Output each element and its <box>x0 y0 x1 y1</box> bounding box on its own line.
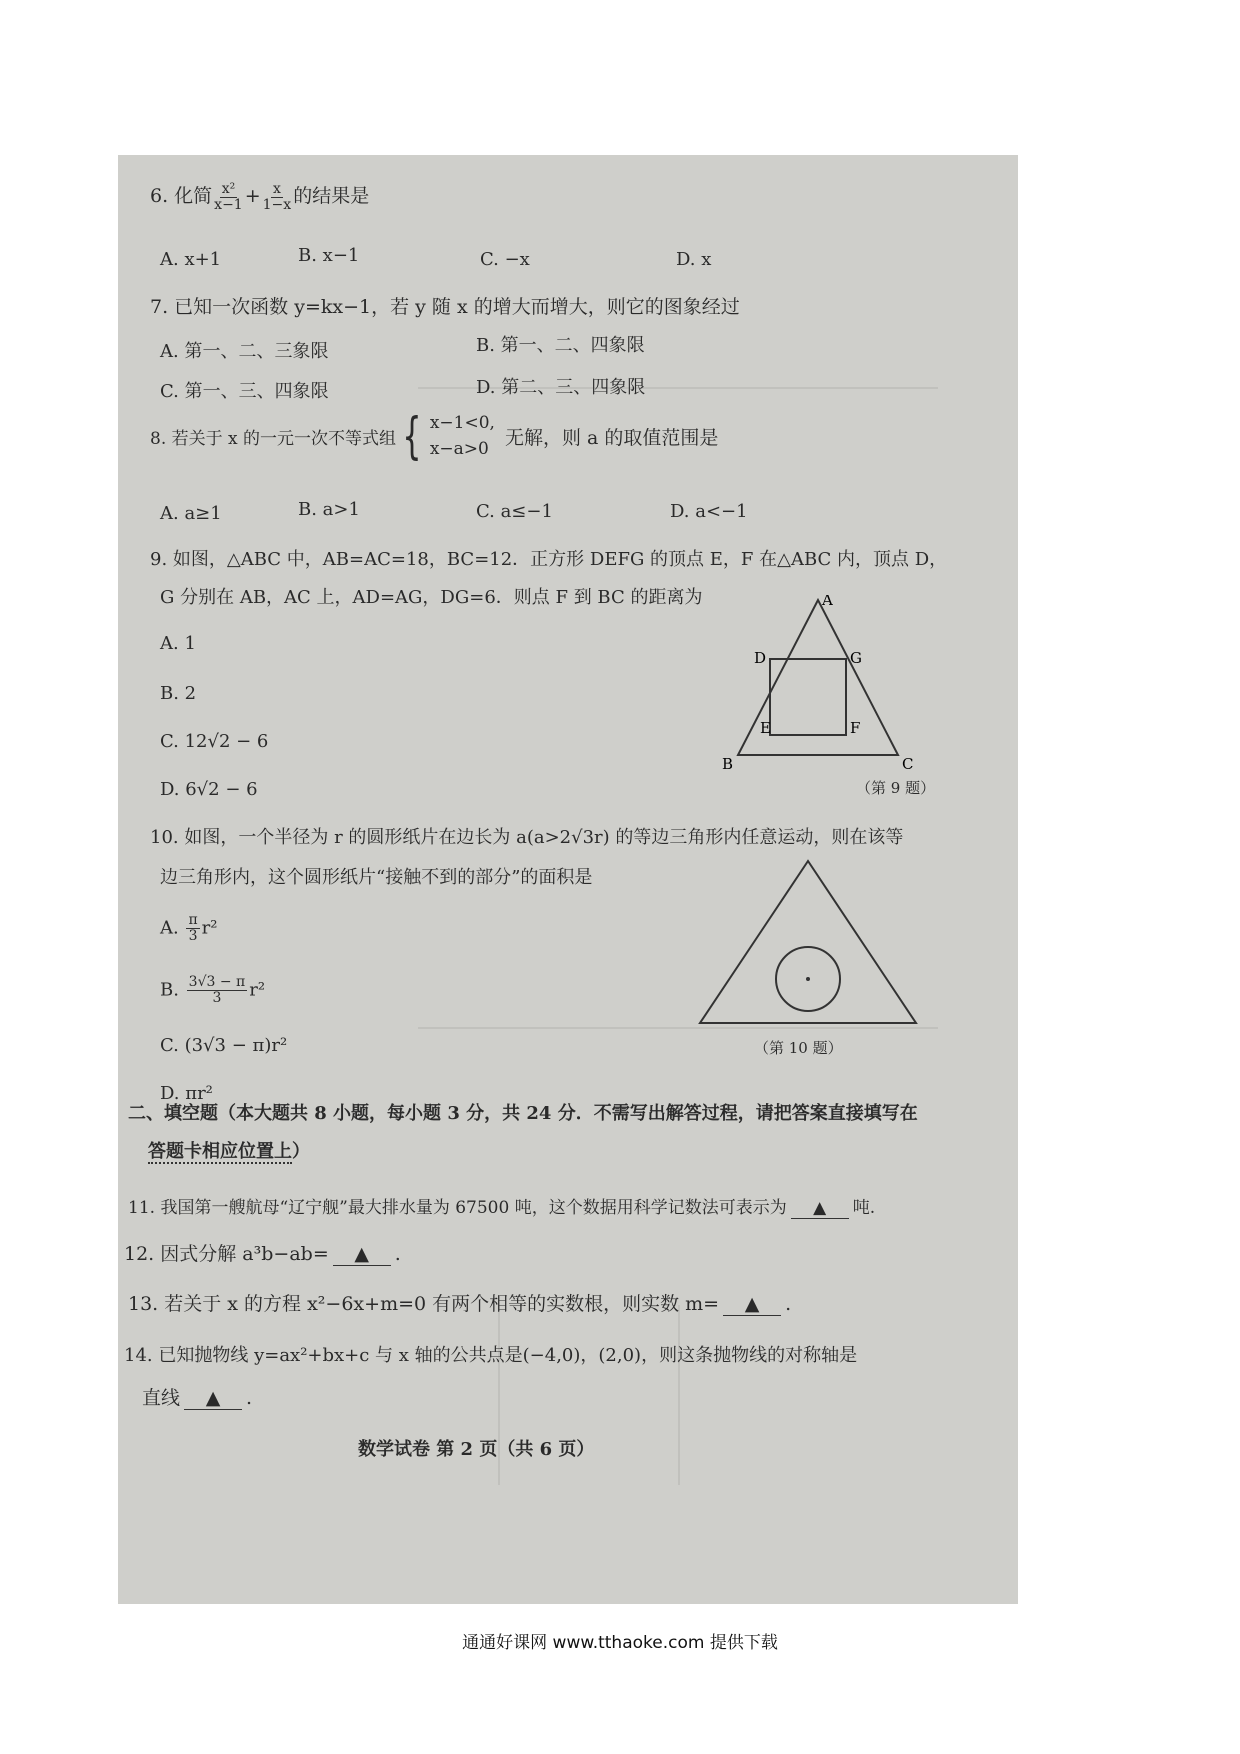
q9-option-c: C. 12√2 − 6 <box>160 731 269 752</box>
q10-caption: （第 10 题） <box>754 1039 843 1057</box>
q10-option-a: A. $\frac{\pi}{3}$ r² <box>160 912 218 944</box>
q10-equilateral-triangle <box>700 861 916 1023</box>
q8-option-c: C. a≤−1 <box>476 501 553 522</box>
q6-fraction-1: $\frac{\text{x²}}{x-1}$ <box>214 180 243 213</box>
q8-brace: { <box>402 407 422 465</box>
q10-stem-line-1: 10. 如图，一个半径为 r 的圆形纸片在边长为 a(a>2√3r) 的等边三角形内任意运动，则在该等 <box>150 827 904 848</box>
q8-option-d: D. a<−1 <box>670 501 748 522</box>
q8-inequality-system: x−1<0, x−a>0 <box>429 413 495 459</box>
q9-label-e: E <box>760 719 771 737</box>
q9-label-b: B <box>722 755 734 773</box>
q7-option-c: C. 第一、三、四象限 <box>160 381 329 402</box>
q9-label-a: A <box>822 595 833 609</box>
q7-option-b: B. 第一、二、四象限 <box>476 335 645 356</box>
q9-stem-line-1: 9. 如图，△ABC 中，AB=AC=18，BC=12．正方形 DEFG 的顶点 E，F 在△ABC 内，顶点 D， <box>150 549 948 570</box>
q6-fraction-2: $\frac{x}{1-x}$ <box>262 180 292 213</box>
q9-label-f: F <box>850 719 861 737</box>
q10-option-b: B. $\frac{3√3 - \pi}{3}$ r² <box>160 974 266 1006</box>
q10-circle-center <box>806 977 810 981</box>
q9-option-a: A. 1 <box>160 633 196 654</box>
q11-answer-blank: ▲ <box>791 1198 849 1219</box>
q10-stem-line-2: 边三角形内，这个圆形纸片“接触不到的部分”的面积是 <box>160 867 593 888</box>
q13-answer-blank: ▲ <box>723 1293 781 1316</box>
q9-caption: （第 9 题） <box>856 779 936 797</box>
q12-stem: 12. 因式分解 a³b−ab= ▲ . <box>124 1243 401 1265</box>
q8-option-b: B. a>1 <box>298 499 360 520</box>
q9-label-c: C <box>902 755 914 773</box>
q9-label-d: D <box>754 649 767 667</box>
q9-label-g: G <box>850 649 862 667</box>
q7-option-d: D. 第二、三、四象限 <box>476 377 646 398</box>
q13-stem: 13. 若关于 x 的方程 x²−6x+m=0 有两个相等的实数根，则实数 m= ▲ . <box>128 1293 792 1315</box>
q14-stem-line-1: 14. 已知抛物线 y=ax²+bx+c 与 x 轴的公共点是(−4,0)，(2,0)，则这条抛物线的对称轴是 <box>124 1345 858 1366</box>
q8-option-a: A. a≥1 <box>160 503 222 524</box>
q6-stem: 6. 化简 $\frac{\text{x²}}{x-1}$ + $\frac{x}{1-x}$ 的结果是 <box>150 180 370 213</box>
q6-option-a: A. x+1 <box>160 249 222 270</box>
exam-page-photo <box>118 155 1018 1604</box>
q10-option-c: C. (3√3 − π)r² <box>160 1035 288 1056</box>
page-footer: 数学试卷 第 2 页（共 6 页） <box>358 1439 595 1460</box>
q10-option-d: D. πr² <box>160 1083 213 1104</box>
bleed-through-line <box>678 1305 680 1485</box>
q14-answer-blank: ▲ <box>184 1387 242 1410</box>
q10-figure-triangle-circle <box>688 855 928 1035</box>
q9-option-b: B. 2 <box>160 683 197 704</box>
site-footer: 通通好课网 www.tthaoke.com 提供下载 <box>462 1633 778 1653</box>
q7-stem: 7. 已知一次函数 y=kx−1，若 y 随 x 的增大而增大，则它的图象经过 <box>150 296 740 318</box>
q9-option-d: D. 6√2 − 6 <box>160 779 258 800</box>
q8-stem: 8. 若关于 x 的一元一次不等式组 { x−1<0, x−a>0 无解，则 a 的取值范围是 <box>150 407 719 465</box>
q14-stem-line-2: 直线 ▲ . <box>142 1387 253 1409</box>
section2-heading: 二、填空题（本大题共 8 小题，每小题 3 分，共 24 分．不需写出解答过程，请把答案直接填写在 <box>128 1103 918 1124</box>
q6-option-c: C. −x <box>480 249 530 270</box>
q11-stem: 11. 我国第一艘航母“辽宁舰”最大排水量为 67500 吨，这个数据用科学记数法可表示为 ▲ 吨. <box>128 1198 876 1218</box>
q6-option-d: D. x <box>676 249 712 270</box>
q7-option-a: A. 第一、二、三象限 <box>160 341 329 362</box>
q9-figure-triangle-square <box>708 595 928 775</box>
section2-heading-line-2: 答题卡相应位置上） <box>148 1141 310 1162</box>
q6-option-b: B. x−1 <box>298 245 360 266</box>
q12-answer-blank: ▲ <box>333 1243 391 1266</box>
q9-stem-line-2: G 分别在 AB，AC 上，AD=AG，DG=6．则点 F 到 BC 的距离为 <box>160 587 703 608</box>
